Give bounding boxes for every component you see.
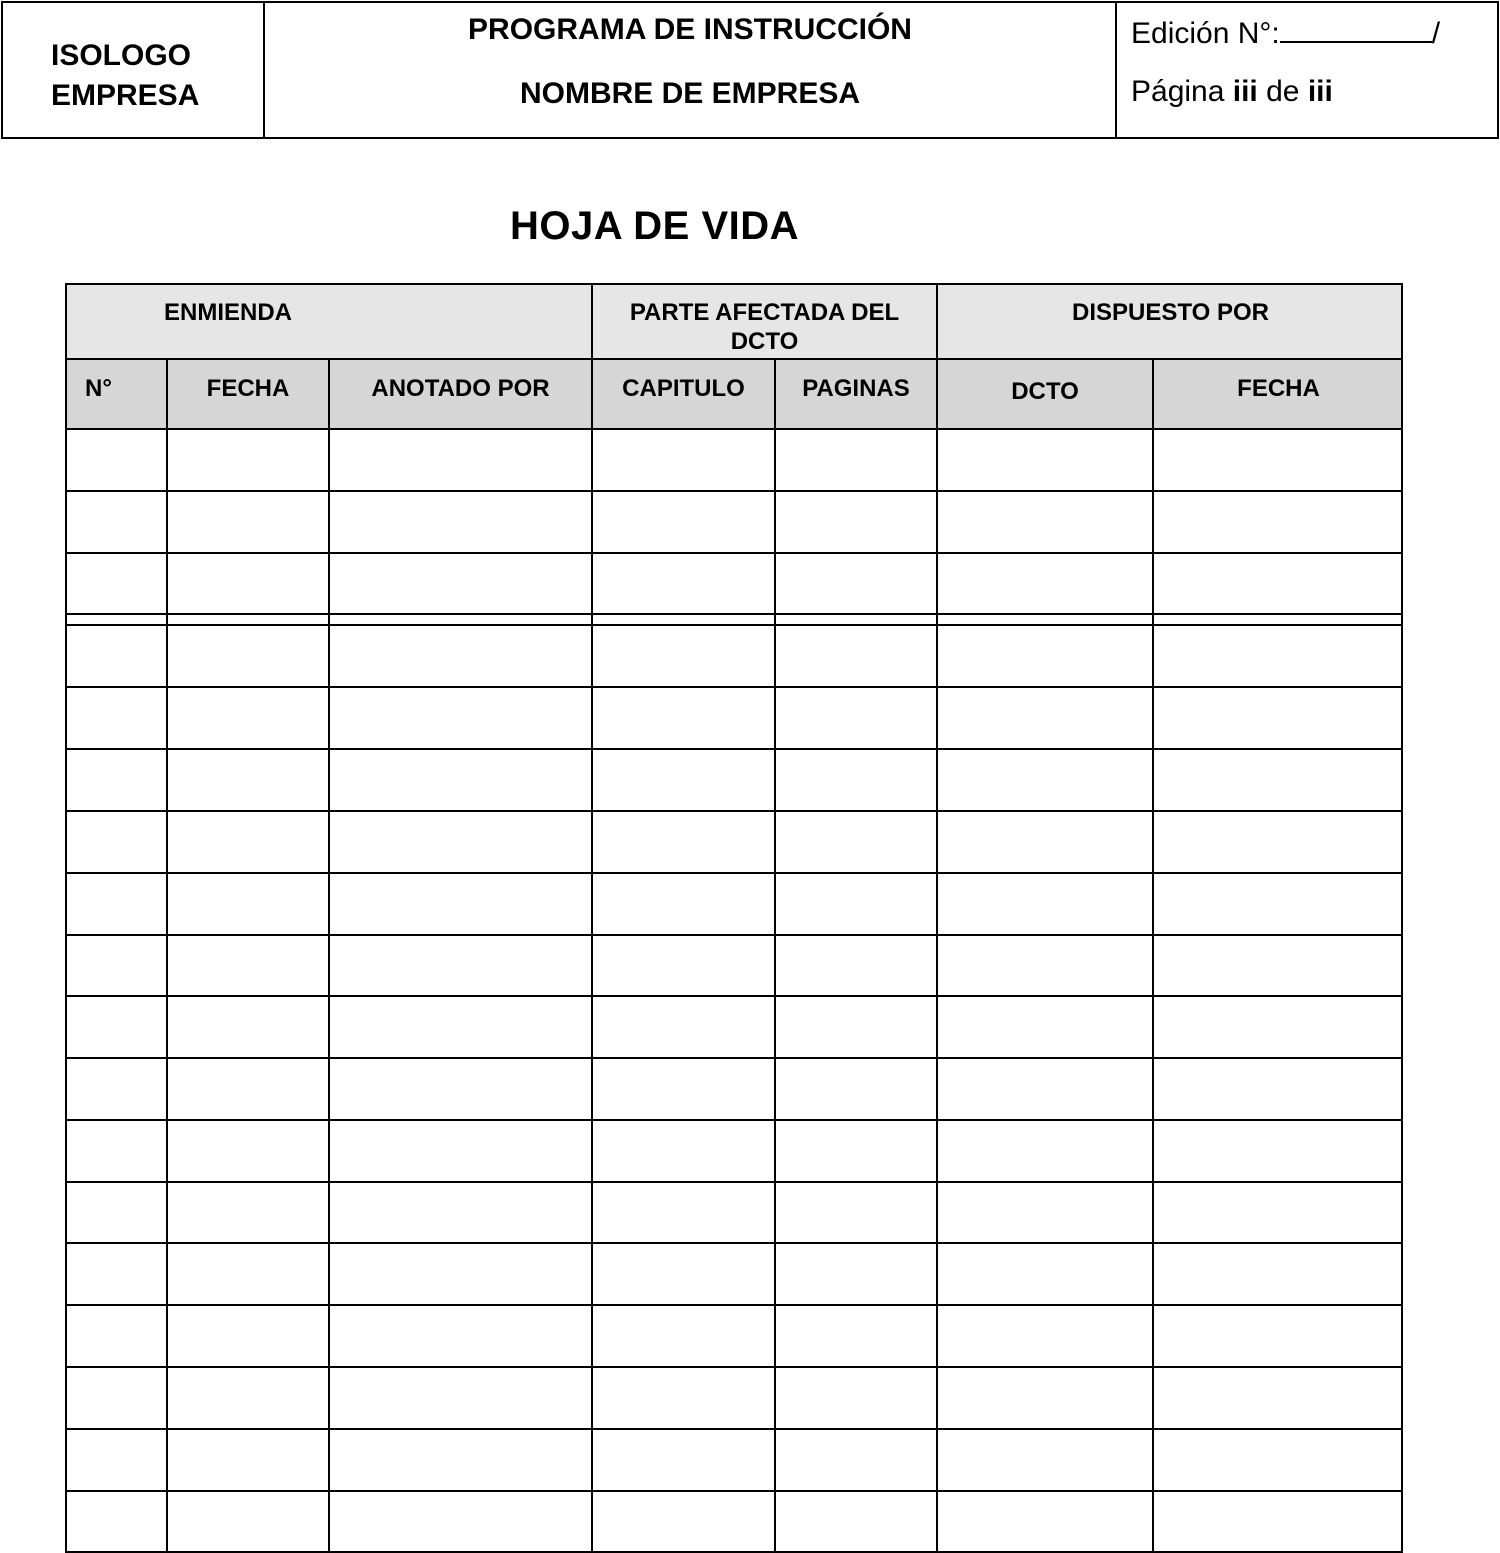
program-title: PROGRAMA DE INSTRUCCIÓN [468,13,912,46]
group-header-affected-line1: PARTE AFECTADA DEL [629,299,900,326]
company-name: NOMBRE DE EMPRESA [519,77,861,110]
cell-pages[interactable] [774,748,936,810]
cell-annotated-by[interactable] [328,624,591,686]
cell-date[interactable] [166,748,328,810]
logo-line-2: EMPRESA [51,79,200,112]
cell-annotated-by[interactable] [328,1242,591,1304]
column-header-chapter [591,358,774,428]
company-logo-placeholder [3,3,265,137]
cell-issued-date[interactable] [1152,995,1403,1057]
page-title: HOJA DE VIDA [510,204,800,248]
cell-document[interactable] [936,490,1152,552]
group-header-issued-by [936,283,1403,358]
cell-number[interactable] [65,1366,166,1428]
cell-pages[interactable] [774,1181,936,1242]
column-header-date-label: FECHA [206,375,290,402]
cell-number[interactable] [65,810,166,872]
cell-annotated-by[interactable] [328,748,591,810]
cell-annotated-by[interactable] [328,934,591,995]
cell-issued-date[interactable] [1152,934,1403,995]
cell-document[interactable] [936,872,1152,934]
column-header-document [936,358,1152,428]
cell-pages[interactable] [774,428,936,490]
page-total: iii [1307,75,1333,108]
cell-pages[interactable] [774,1242,936,1304]
cell-chapter[interactable] [591,1428,774,1490]
amendment-record-table [65,283,1403,1553]
cell-date[interactable] [166,995,328,1057]
cell-document[interactable] [936,995,1152,1057]
cell-date[interactable] [166,1181,328,1242]
page-label: Página [1131,75,1225,108]
cell-date[interactable] [166,1119,328,1181]
cell-annotated-by[interactable] [328,872,591,934]
cell-document[interactable] [936,1242,1152,1304]
cell-number[interactable] [65,1119,166,1181]
cell-annotated-by[interactable] [328,1366,591,1428]
header-meta-block [1117,3,1497,137]
double-rule-divider [65,613,1403,615]
cell-number[interactable] [65,934,166,995]
cell-pages[interactable] [774,686,936,748]
cell-number[interactable] [65,624,166,686]
group-header-affected-line2: DCTO [730,328,799,355]
edition-field [1131,15,1440,51]
cell-pages[interactable] [774,490,936,552]
cell-chapter[interactable] [591,810,774,872]
cell-annotated-by[interactable] [328,1490,591,1553]
cell-issued-date[interactable] [1152,872,1403,934]
cell-chapter[interactable] [591,1366,774,1428]
cell-date[interactable] [166,1490,328,1553]
cell-chapter[interactable] [591,995,774,1057]
cell-number[interactable] [65,1181,166,1242]
column-header-number-label: N° [85,375,112,402]
cell-pages[interactable] [774,1490,936,1553]
cell-annotated-by[interactable] [328,810,591,872]
cell-number[interactable] [65,1490,166,1553]
page-of-label: de [1266,75,1300,108]
cell-annotated-by[interactable] [328,1304,591,1366]
cell-issued-date[interactable] [1152,490,1403,552]
cell-annotated-by[interactable] [328,1181,591,1242]
cell-date[interactable] [166,872,328,934]
page-current: iii [1232,75,1258,108]
cell-annotated-by[interactable] [328,1428,591,1490]
cell-number[interactable] [65,490,166,552]
column-header-pages-label: PAGINAS [802,375,910,402]
logo-line-1: ISOLOGO [51,39,192,72]
cell-document[interactable] [936,1490,1152,1553]
edition-blank-line [1280,15,1432,43]
cell-date[interactable] [166,1242,328,1304]
cell-pages[interactable] [774,624,936,686]
cell-date[interactable] [166,1057,328,1119]
cell-number[interactable] [65,428,166,490]
cell-document[interactable] [936,748,1152,810]
cell-issued-date[interactable] [1152,1119,1403,1181]
cell-pages[interactable] [774,1366,936,1428]
cell-chapter[interactable] [591,1057,774,1119]
cell-number[interactable] [65,748,166,810]
cell-chapter[interactable] [591,624,774,686]
cell-issued-date[interactable] [1152,748,1403,810]
cell-chapter[interactable] [591,428,774,490]
cell-chapter[interactable] [591,872,774,934]
cell-issued-date[interactable] [1152,1490,1403,1553]
cell-issued-date[interactable] [1152,810,1403,872]
cell-number[interactable] [65,1428,166,1490]
cell-document[interactable] [936,686,1152,748]
column-header-issued-date-label: FECHA [1237,375,1320,402]
cell-pages[interactable] [774,1057,936,1119]
group-header-amendment-label: ENMIENDA [164,299,293,326]
edition-label: Edición N°: [1131,17,1280,50]
cell-document[interactable] [936,1304,1152,1366]
document-header [1,1,1499,139]
header-title-block [265,3,1117,137]
cell-chapter[interactable] [591,1181,774,1242]
cell-issued-date[interactable] [1152,1304,1403,1366]
cell-date[interactable] [166,490,328,552]
column-header-number [65,358,166,428]
group-header-affected-part [591,283,936,358]
cell-date[interactable] [166,428,328,490]
cell-chapter[interactable] [591,748,774,810]
cell-chapter[interactable] [591,1490,774,1553]
cell-document[interactable] [936,1428,1152,1490]
cell-pages[interactable] [774,995,936,1057]
cell-chapter[interactable] [591,686,774,748]
cell-date[interactable] [166,934,328,995]
cell-document[interactable] [936,810,1152,872]
cell-date[interactable] [166,810,328,872]
cell-pages[interactable] [774,1304,936,1366]
cell-pages[interactable] [774,1119,936,1181]
cell-issued-date[interactable] [1152,1057,1403,1119]
cell-issued-date[interactable] [1152,624,1403,686]
cell-issued-date[interactable] [1152,1242,1403,1304]
cell-issued-date[interactable] [1152,1366,1403,1428]
cell-document[interactable] [936,1057,1152,1119]
cell-number[interactable] [65,1057,166,1119]
cell-date[interactable] [166,1304,328,1366]
cell-document[interactable] [936,1181,1152,1242]
cell-issued-date[interactable] [1152,1181,1403,1242]
cell-number[interactable] [65,995,166,1057]
column-header-annotated-by-label: ANOTADO POR [371,375,550,402]
cell-date[interactable] [166,624,328,686]
cell-date[interactable] [166,1366,328,1428]
cell-document[interactable] [936,624,1152,686]
cell-annotated-by[interactable] [328,995,591,1057]
cell-date[interactable] [166,1428,328,1490]
column-header-pages [774,358,936,428]
cell-issued-date[interactable] [1152,686,1403,748]
cell-pages[interactable] [774,1428,936,1490]
cell-annotated-by[interactable] [328,1057,591,1119]
cell-number[interactable] [65,686,166,748]
cell-document[interactable] [936,428,1152,490]
group-header-amendment [65,283,591,358]
cell-date[interactable] [166,686,328,748]
cell-annotated-by[interactable] [328,428,591,490]
cell-document[interactable] [936,1366,1152,1428]
cell-number[interactable] [65,1304,166,1366]
cell-document[interactable] [936,934,1152,995]
group-header-issued-by-label: DISPUESTO POR [1072,299,1269,326]
cell-pages[interactable] [774,872,936,934]
edition-suffix: / [1431,17,1441,50]
column-header-document-label: DCTO [1011,378,1079,405]
cell-issued-date[interactable] [1152,1428,1403,1490]
column-header-annotated-by [328,358,591,428]
column-header-issued-date [1152,358,1403,428]
cell-annotated-by[interactable] [328,490,591,552]
cell-pages[interactable] [774,934,936,995]
cell-chapter[interactable] [591,1304,774,1366]
cell-document[interactable] [936,1119,1152,1181]
cell-chapter[interactable] [591,490,774,552]
cell-pages[interactable] [774,810,936,872]
column-header-date [166,358,328,428]
cell-number[interactable] [65,872,166,934]
cell-chapter[interactable] [591,1119,774,1181]
table-right-border [1401,283,1403,1553]
cell-chapter[interactable] [591,1242,774,1304]
column-header-chapter-label: CAPITULO [622,375,745,402]
cell-issued-date[interactable] [1152,428,1403,490]
cell-number[interactable] [65,1242,166,1304]
page-number [1131,75,1333,109]
cell-annotated-by[interactable] [328,1119,591,1181]
cell-annotated-by[interactable] [328,686,591,748]
cell-chapter[interactable] [591,934,774,995]
